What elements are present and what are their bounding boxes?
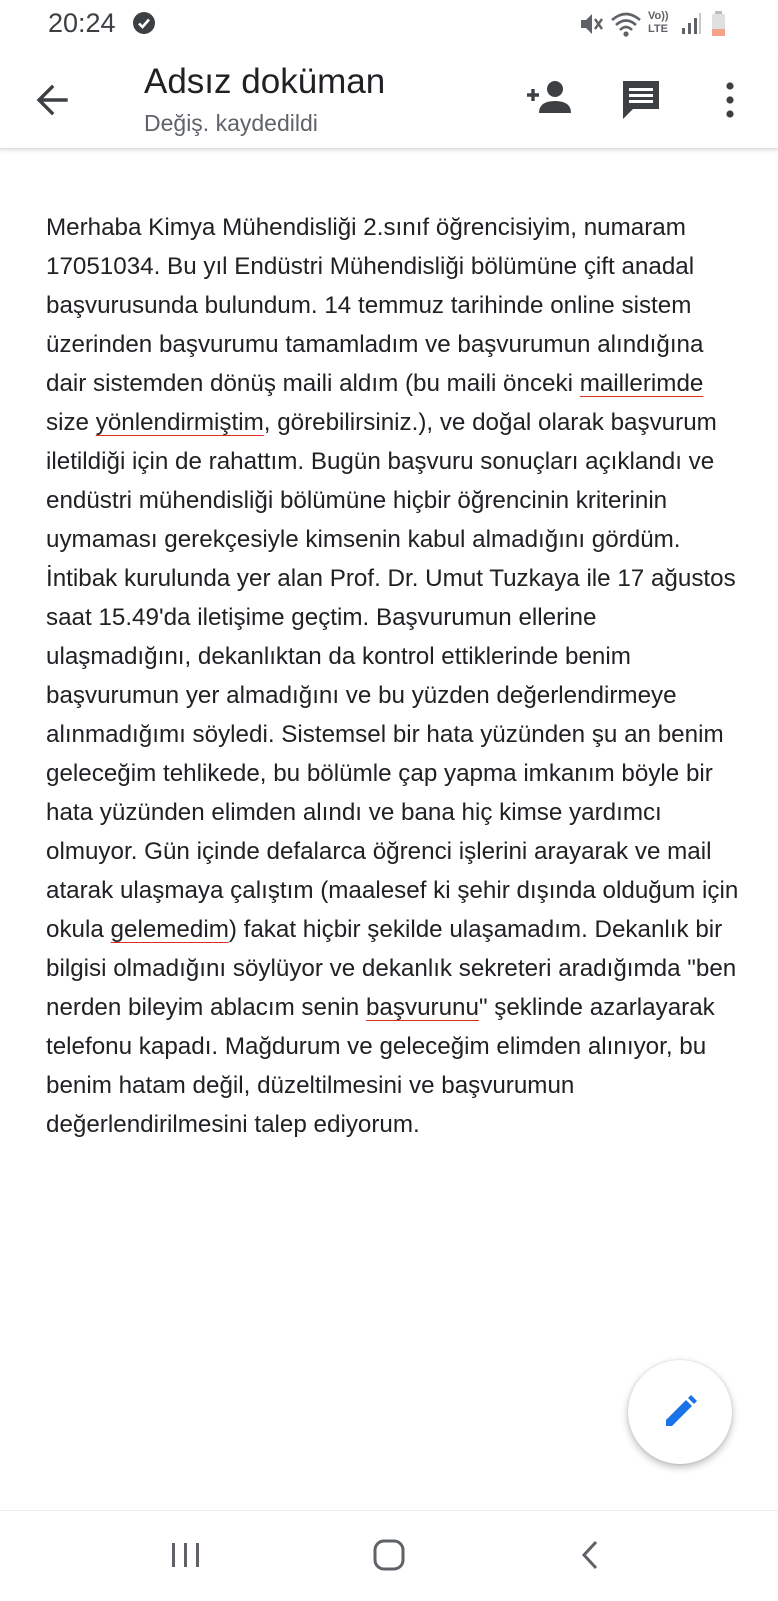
recents-button[interactable] (170, 1539, 202, 1571)
home-icon (371, 1537, 407, 1573)
comment-button[interactable] (617, 77, 665, 121)
mute-icon (578, 10, 604, 38)
status-time: 20:24 (48, 8, 116, 38)
edit-pencil-icon (660, 1392, 700, 1432)
signal-icon (680, 10, 702, 38)
check-circle-icon (133, 12, 155, 34)
recents-icon (170, 1539, 202, 1571)
home-button[interactable] (371, 1537, 407, 1573)
edit-fab[interactable] (628, 1360, 732, 1464)
share-button[interactable] (525, 77, 573, 117)
document-title[interactable]: Adsız doküman (144, 62, 386, 101)
document-text: Merhaba Kimya Mühendisliği 2.sınıf öğrencisiyim, numaram 17051034. Bu yıl Endüstri Mühendisliği bölümüne çift anadal başvurusunda bulundum. 14 temmuz tarihinde online sistem üzerinden başvurumu tamamladım ve başvurumun alındığına dair sistemden dönüş maili aldım (bu maili önceki (46, 214, 704, 397)
document-text: ) fakat hiçbir şekilde ulaşamadım. Dekanlık bir bilgisi olmadığını söylüyor ve dekanlık sekreteri aradığımda "ben nerden bileyim ablacım senin (46, 916, 737, 1021)
back-icon (578, 1537, 602, 1573)
wifi-icon (610, 10, 642, 38)
more-vert-icon (715, 76, 745, 124)
document-body[interactable] (46, 208, 746, 1144)
save-status: Değiş. kaydedildi (144, 110, 318, 136)
battery-icon (710, 10, 728, 38)
document-text: , görebilirsiniz.), ve doğal olarak başvurum iletildiği için de rahattım. Bugün başvuru sonuçları açıklandı ve endüstri mühendisliği bölümüne hiçbir öğrencinin kriterinin uymaması gerekçesiyle kimsenin kabul almadığını gördüm. İntibak kurulunda yer alan Prof. Dr. Umut Tuzkaya ile 17 ağustos saat 15.49'da iletişime geçtim. Başvurumun ellerine ulaşmadığını, dekanlıktan da kontrol ettiklerinde benim başvurumun yer almadığını ve bu yüzden değerlendirmeye alınmadığımı söyledi. Sistemsel bir hata yüzünden şu an benim geleceğim tehlikede, bu bölümle çap yapma imkanım böyle bir hata yüzünden elimden alındı ve bana hiç kimse yardımcı olmuyor. Gün içinde defalarca öğrenci işlerini arayarak ve mail atarak ulaşmaya çalıştım (maalesef ki şehir dışında olduğum için okula (46, 409, 739, 943)
back-arrow-icon (30, 78, 78, 122)
system-nav-bar (0, 1510, 778, 1601)
misspelled-word[interactable]: gelemedim (110, 916, 229, 943)
back-button[interactable] (30, 78, 78, 122)
add-person-icon (525, 77, 573, 117)
nav-back-button[interactable] (578, 1537, 602, 1573)
document-text: size (46, 409, 96, 436)
status-icons (578, 10, 738, 38)
document-text: " şeklinde azarlayarak telefonu kapadı. Mağdurum ve geleceğim elimden alınıyor, bu benim hatam değil, düzeltilmesini ve başvurumun değerlendirilmesini talep ediyorum. (46, 994, 715, 1138)
status-bar (0, 0, 778, 50)
comment-icon (617, 77, 665, 121)
misspelled-word[interactable]: yönlendirmiştim (95, 409, 264, 436)
more-options-button[interactable] (715, 76, 745, 124)
misspelled-word[interactable]: maillerimde (579, 370, 704, 397)
misspelled-word[interactable]: başvurunu (365, 994, 479, 1021)
lte-label: Vo)) LTE (648, 10, 669, 35)
app-bar (0, 50, 778, 149)
